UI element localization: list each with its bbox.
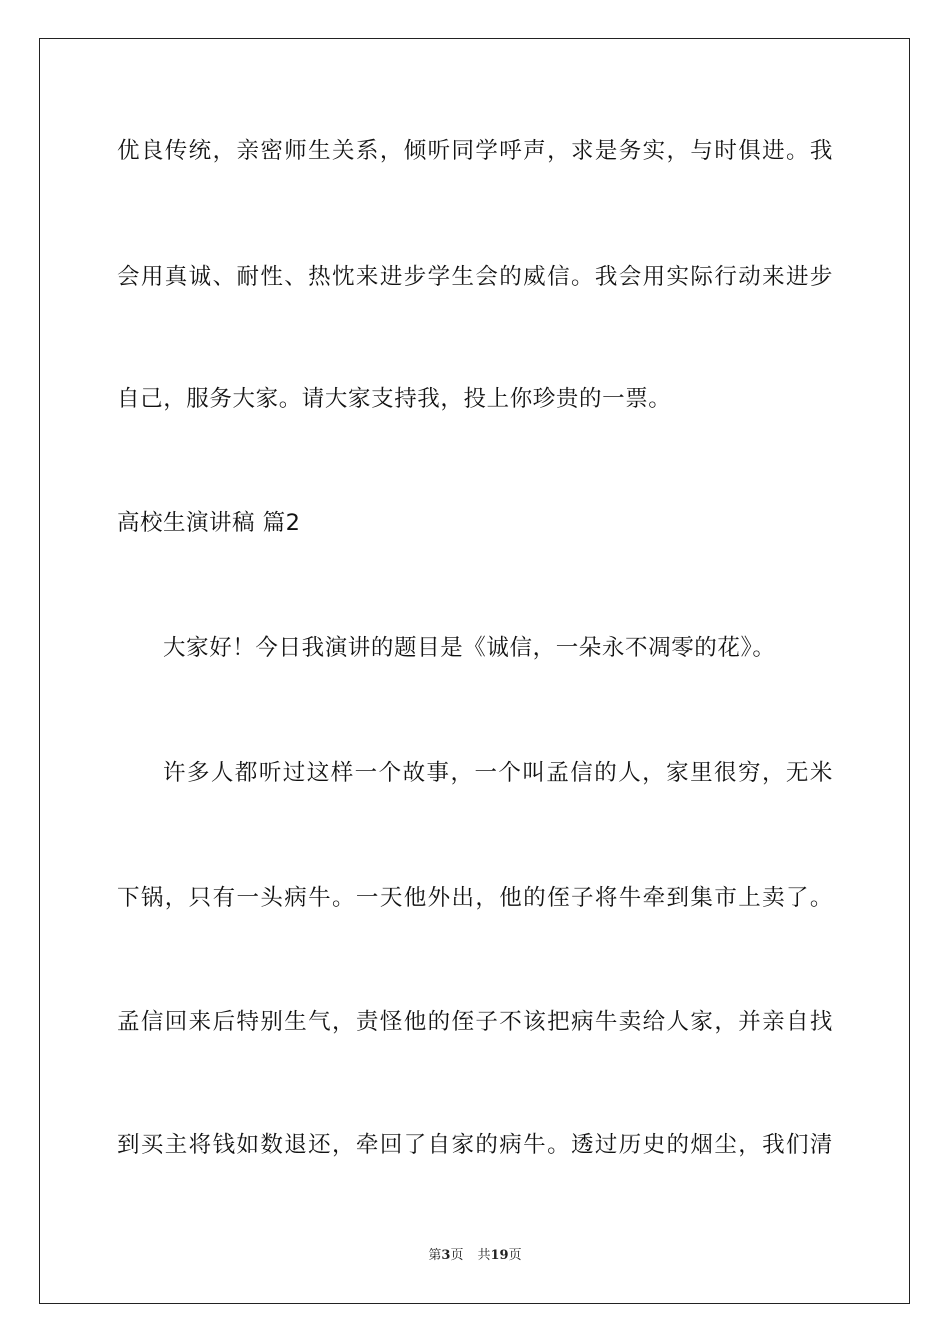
story-line-2: 下锅，只有一头病牛。一天他外出，他的侄子将牛牵到集市上卖了。 [117,885,833,911]
page-footer [0,1247,950,1265]
text-line-2: 会用真诚、耐性、热忱来进步学生会的威信。我会用实际行动来进步 [117,264,833,290]
page-border [39,38,910,1304]
story-line-3: 孟信回来后特别生气，责怪他的侄子不该把病牛卖给人家，并亲自找 [117,1009,833,1035]
section-heading: 高校生演讲稿 篇2 [117,510,301,536]
total-pages: 19 [490,1248,509,1263]
page-prefix: 第 [428,1248,442,1263]
text-line-3: 自己，服务大家。请大家支持我，投上你珍贵的一票。 [117,386,672,412]
greeting-paragraph: 大家好！今日我演讲的题目是《诚信，一朵永不凋零的花》。 [163,635,776,661]
page-suffix: 页 [450,1248,464,1263]
page-number: 3 [441,1248,451,1263]
total-prefix: 共 [477,1248,491,1263]
story-line-4: 到买主将钱如数退还，牵回了自家的病牛。透过历史的烟尘，我们清 [117,1132,833,1158]
story-line-1: 许多人都听过这样一个故事，一个叫孟信的人，家里很穷，无米 [163,760,833,786]
total-suffix: 页 [508,1248,522,1263]
text-line-1: 优良传统，亲密师生关系，倾听同学呼声，求是务实，与时俱进。我 [117,138,833,164]
